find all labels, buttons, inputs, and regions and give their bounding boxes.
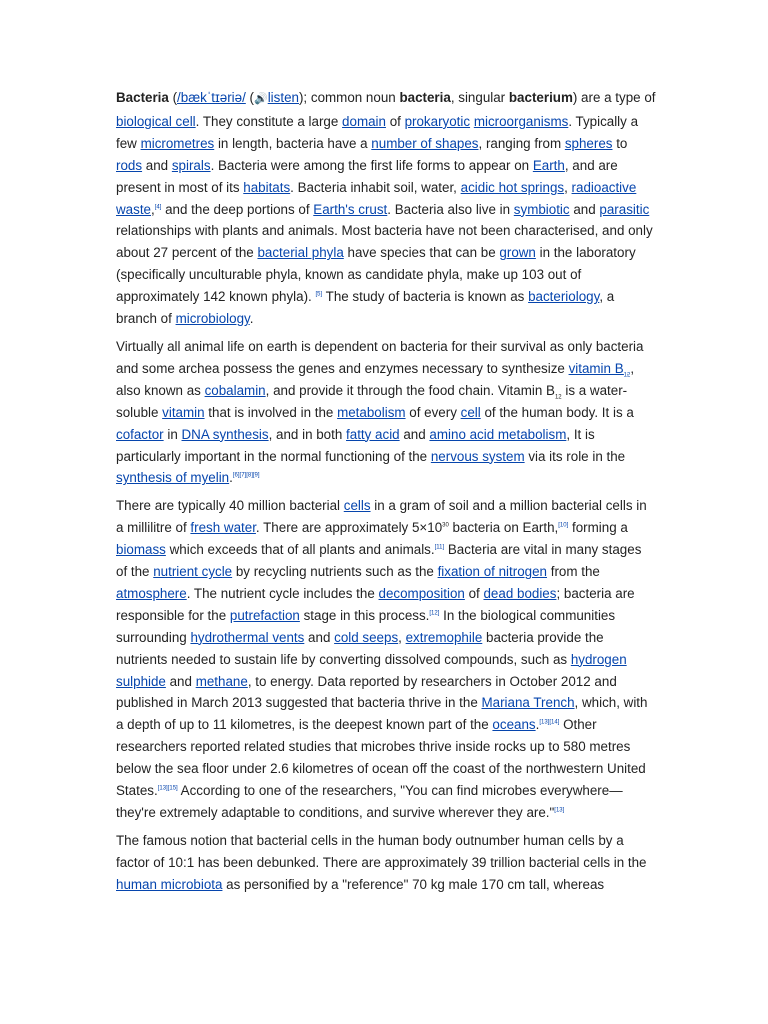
- link-grown[interactable]: grown: [499, 245, 536, 261]
- link-microbiology[interactable]: microbiology: [175, 311, 250, 327]
- link-nutrient-cycle[interactable]: nutrient cycle: [153, 564, 233, 580]
- link-number-of-shapes[interactable]: number of shapes: [371, 135, 479, 151]
- link-micrometres[interactable]: micrometres: [140, 135, 215, 151]
- ref-10[interactable]: [10]: [558, 522, 569, 529]
- link-vitamin-b12[interactable]: vitamin $B_{12}$: [568, 360, 631, 379]
- link-methane[interactable]: methane: [195, 673, 248, 689]
- ref-4[interactable]: [4]: [154, 204, 162, 211]
- link-fresh-water[interactable]: fresh water: [190, 520, 256, 536]
- link-fatty-acid[interactable]: fatty acid: [346, 426, 400, 442]
- link-synthesis-of-myelin[interactable]: synthesis of myelin: [116, 470, 230, 486]
- link-prokaryotic[interactable]: prokaryotic: [404, 113, 471, 129]
- link-oceans[interactable]: oceans: [492, 717, 536, 733]
- link-fixation-of-nitrogen[interactable]: fixation of nitrogen: [437, 564, 548, 580]
- ref-11[interactable]: [11]: [434, 544, 445, 551]
- link-nervous-system[interactable]: nervous system: [430, 448, 525, 464]
- term-bacteria: Bacteria: [116, 90, 169, 105]
- link-earths-crust[interactable]: Earth's crust: [313, 201, 388, 217]
- link-spheres[interactable]: spheres: [564, 135, 613, 151]
- ref-13[interactable]: [13]: [554, 807, 565, 814]
- link-radioactive-waste[interactable]: radioactive waste: [116, 179, 637, 217]
- link-vitamin[interactable]: vitamin: [162, 404, 205, 420]
- link-atmosphere[interactable]: atmosphere: [116, 585, 187, 601]
- link-microorganisms[interactable]: microorganisms: [473, 113, 569, 129]
- link-putrefaction[interactable]: putrefaction: [229, 607, 300, 623]
- link-listen[interactable]: listen: [267, 90, 299, 105]
- link-rods[interactable]: rods: [116, 157, 143, 173]
- link-cobalamin[interactable]: cobalamin: [204, 382, 266, 398]
- article-body: [116, 87, 656, 902]
- term-bacterium: bacterium: [508, 90, 573, 105]
- speaker-icon[interactable]: 🔊: [254, 93, 268, 105]
- link-acidic-hot-springs[interactable]: acidic hot springs: [460, 179, 565, 195]
- link-cofactor[interactable]: cofactor: [116, 426, 164, 442]
- ref-12[interactable]: [12]: [429, 610, 440, 617]
- link-bacteriology[interactable]: bacteriology: [528, 289, 600, 305]
- link-symbiotic[interactable]: symbiotic: [513, 201, 570, 217]
- link-mariana-trench[interactable]: Mariana Trench: [481, 695, 575, 711]
- link-cell[interactable]: cell: [460, 404, 481, 420]
- link-earth[interactable]: Earth: [532, 157, 565, 173]
- link-ipa[interactable]: /bækˈtɪəriə/: [177, 90, 246, 105]
- paragraph-abundance: There are typically 40 million bacterial cells in a gram of soil and a million bacterial cells in a millilitre of fresh water. There are approximately $5\times 10^{30}$ bacteria on Earth,[10] forming a biomass which exceeds that of all plants and animals.[11] Bacteria are vital in many stages of the nutrient cycle by recycling nutrients such as the fixation of nitrogen from the atmosphere. The nutrient cycle includes the decomposition of dead bodies; bacteria are responsible for the putrefaction stage in this process.[12] In the biological communities surrounding hydrothermal vents and cold seeps, extremophile bacteria provide the nutrients needed to sustain life by converting dissolved compounds, such as hydrogen sulphide and methane, to energy. Data reported by researchers in October 2012 and published in March 2013 suggested that bacteria thrive in the Mariana Trench, which, with a depth of up to 11 kilometres, is the deepest known part of the oceans.[13][14] Other researchers reported related studies that microbes thrive inside rocks up to 580 metres below the sea floor under 2.6 kilometres of ocean off the coast of the northwestern United States.[13][15] According to one of the researchers, "You can find microbes everywhere—they're extremely adaptable to conditions, and survive wherever they are."[13]: [116, 498, 648, 820]
- link-spirals[interactable]: spirals: [171, 157, 211, 173]
- link-cold-seeps[interactable]: cold seeps: [334, 629, 399, 645]
- ref-5[interactable]: [5]: [315, 291, 323, 298]
- link-dead-bodies[interactable]: dead bodies: [483, 585, 557, 601]
- ref-13-15[interactable]: [13][15]: [157, 785, 178, 792]
- link-biological-cell[interactable]: biological cell: [116, 113, 196, 129]
- link-parasitic[interactable]: parasitic: [599, 201, 650, 217]
- link-hydrogen-sulphide[interactable]: hydrogen sulphide: [116, 651, 627, 689]
- link-hydrothermal-vents[interactable]: hydrothermal vents: [190, 629, 305, 645]
- link-amino-acid-metabolism[interactable]: amino acid metabolism: [429, 426, 567, 442]
- link-decomposition[interactable]: decomposition: [378, 585, 465, 601]
- term-bacteria-plural: bacteria: [399, 90, 451, 105]
- link-dna-synthesis[interactable]: DNA synthesis: [181, 426, 269, 442]
- link-bacterial-phyla[interactable]: bacterial phyla: [257, 245, 344, 261]
- paragraph-vitamin: Virtually all animal life on earth is dependent on bacteria for their survival as only bacteria and some archea possess the genes and enzymes necessary to synthesize vitamin $B_{12}$, also known as cobalamin, and provide it through the food chain. Vitamin $B_{12}$ is a water-soluble vitamin that is involved in the metabolism of every cell of the human body. It is a cofactor in DNA synthesis, and in both fatty acid and amino acid metabolism, It is particularly important in the normal functioning of the nervous system via its role in the synthesis of myelin.[6][7][8][9]: [116, 338, 644, 486]
- link-biomass[interactable]: biomass: [116, 542, 166, 558]
- ref-6-9[interactable]: [6][7][8][9]: [232, 472, 260, 479]
- link-cells[interactable]: cells: [343, 498, 371, 514]
- link-extremophile[interactable]: extremophile: [405, 629, 483, 645]
- link-metabolism[interactable]: metabolism: [337, 404, 406, 420]
- link-human-microbiota[interactable]: human microbiota: [116, 876, 223, 892]
- paragraph-microbiota: The famous notion that bacterial cells in the human body outnumber human cells by a factor of 10:1 has been debunked. There are approximately 39 trillion bacterial cells in the human microbiota as personified by a "reference" 70 kg male 170 cm tall, whereas: [116, 832, 647, 892]
- paragraph-intro: Bacteria (/bækˈtɪəriə/ (🔊listen); common noun bacteria, singular bacterium) are a type of biological cell. They constitute a large domain of prokaryotic microorganisms. Typically a few micrometres in length, bacteria have a number of shapes, ranging from spheres to rods and spirals. Bacteria were among the first life forms to appear on Earth, and are present in most of its habitats. Bacteria inhabit soil, water, acidic hot springs, radioactive waste,[4] and the deep portions of Earth's crust. Bacteria also live in symbiotic and parasitic relationships with plants and animals. Most bacteria have not been characterised, and only about 27 percent of the bacterial phyla have species that can be grown in the laboratory (specifically unculturable phyla, known as candidate phyla, make up 103 out of approximately 142 known phyla). [5] The study of bacteria is known as bacteriology, a branch of microbiology.: [116, 90, 656, 327]
- link-habitats[interactable]: habitats: [243, 179, 291, 195]
- link-domain[interactable]: domain: [342, 113, 386, 129]
- ref-13-14[interactable]: [13][14]: [539, 719, 560, 726]
